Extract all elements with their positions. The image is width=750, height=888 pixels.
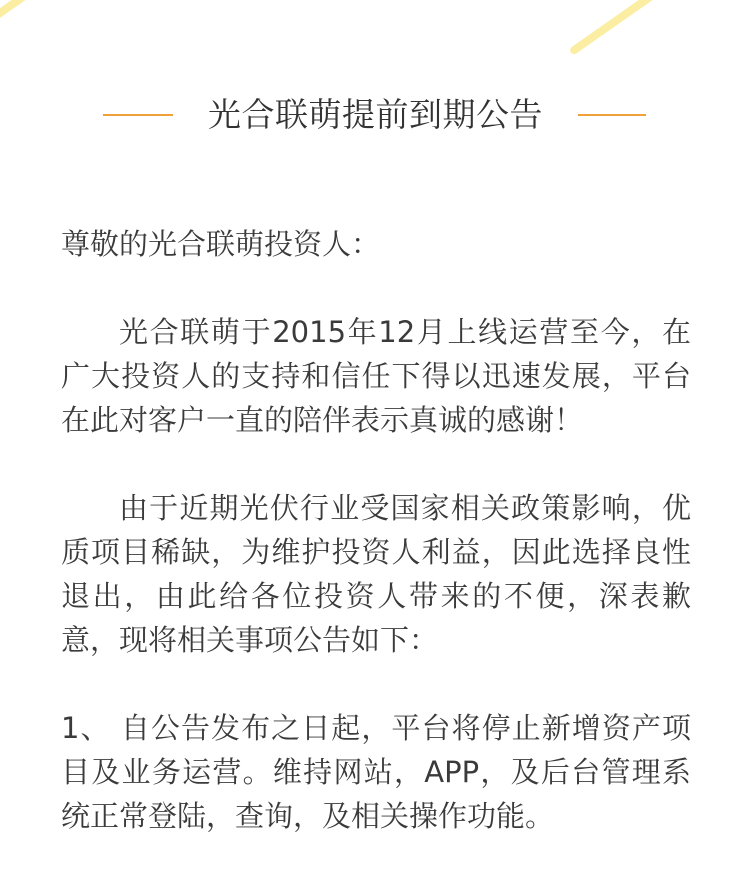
title-row bbox=[0, 92, 750, 138]
stripe-shape bbox=[569, 0, 672, 56]
paragraph-intro: 光合联萌于2015年12月上线运营至今，在广大投资人的支持和信任下得以迅速发展，平台在此对客户一直的陪伴表示真诚的感谢！ bbox=[61, 315, 691, 437]
greeting: 尊敬的光合联萌投资人： bbox=[61, 227, 381, 261]
stripe-shape bbox=[0, 0, 41, 58]
title-line-left bbox=[103, 114, 173, 116]
paragraph-reason: 由于近期光伏行业受国家相关政策影响，优质项目稀缺，为维护投资人利益，因此选择良性退出，由此给各位投资人带来的不便，深表歉意，现将相关事项公告如下： bbox=[61, 491, 691, 657]
decorative-stripe-right bbox=[560, 0, 690, 60]
title-line-right bbox=[578, 114, 646, 116]
decorative-stripe-left bbox=[0, 0, 130, 60]
notice-item: 1、 自公告发布之日起，平台将停止新增资产项目及业务运营。维持网站，APP，及后台管理系统正常登陆，查询，及相关操作功能。 bbox=[61, 711, 691, 833]
page-title: 光合联萌提前到期公告 bbox=[208, 95, 543, 134]
